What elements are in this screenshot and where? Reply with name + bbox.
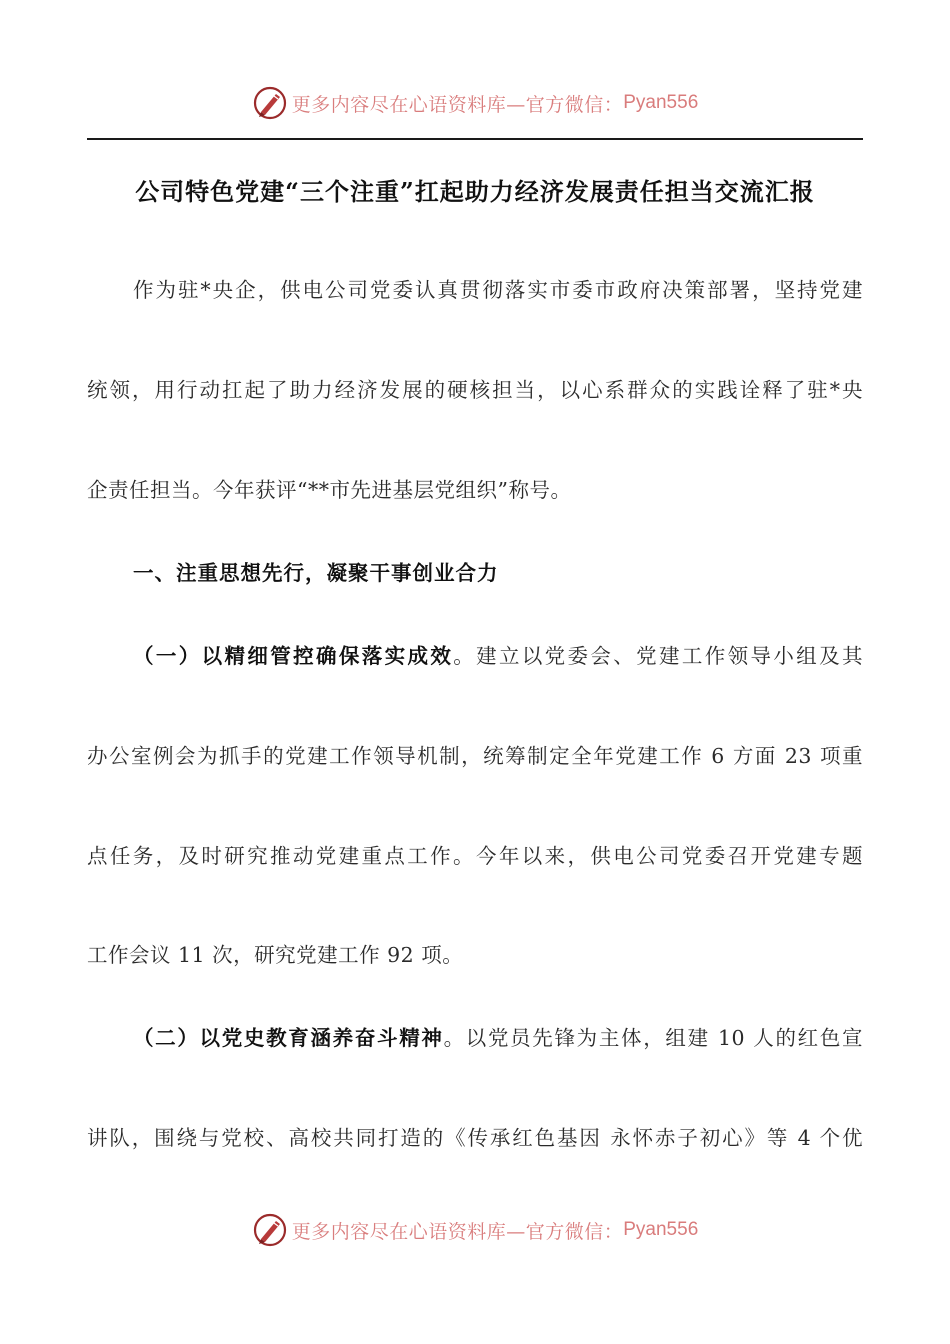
- item1-line-3: 点任务，及时研究推动党建重点工作。今年以来，供电公司党委召开党建专题: [87, 844, 863, 868]
- footer-banner: [0, 1210, 950, 1250]
- banner-text: 更多内容尽在心语资料库—官方微信：: [291, 93, 624, 116]
- header-banner: [0, 83, 950, 123]
- item1-first-line-rest: 。建立以党委会、党建工作领导小组及其: [453, 644, 864, 668]
- pen-logo-icon: [252, 1212, 288, 1248]
- item1-first-line: [87, 639, 863, 669]
- document-title: 公司特色党建“三个注重”扛起助力经济发展责任担当交流汇报: [135, 177, 815, 206]
- item1-line-2: 办公室例会为抓手的党建工作领导机制，统筹制定全年党建工作 6 方面 23 项重: [87, 744, 863, 768]
- item1-lead: （一）以精细管控确保落实成效: [133, 644, 454, 668]
- intro-line-1: 作为驻*央企，供电公司党委认真贯彻落实市委市政府决策部署，坚持党建: [133, 278, 863, 302]
- item2-lead: （二）以党史教育涵养奋斗精神: [133, 1026, 444, 1050]
- item2-line-2: 讲队，围绕与党校、高校共同打造的《传承红色基因 永怀赤子初心》等 4 个优: [87, 1126, 863, 1150]
- intro-line-2: 统领，用行动扛起了助力经济发展的硬核担当，以心系群众的实践诠释了驻*央: [87, 378, 863, 402]
- item1-line-4: 工作会议 11 次，研究党建工作 92 项。: [87, 943, 464, 967]
- header-rule: [87, 138, 863, 140]
- item2-first-line-rest: 。以党员先锋为主体，组建 10 人的红色宣: [443, 1026, 863, 1050]
- section-heading-1: 一、注重思想先行，凝聚干事创业合力: [133, 561, 499, 585]
- banner-text: 更多内容尽在心语资料库—官方微信：: [291, 1220, 624, 1243]
- intro-line-3: 企责任担当。今年获评“**市先进基层党组织”称号。: [87, 478, 572, 502]
- pen-logo-icon: [252, 85, 288, 121]
- banner-wechat-id: Pyan556: [623, 1219, 699, 1240]
- item2-first-line: [87, 1021, 863, 1051]
- banner-wechat-id: Pyan556: [623, 92, 699, 113]
